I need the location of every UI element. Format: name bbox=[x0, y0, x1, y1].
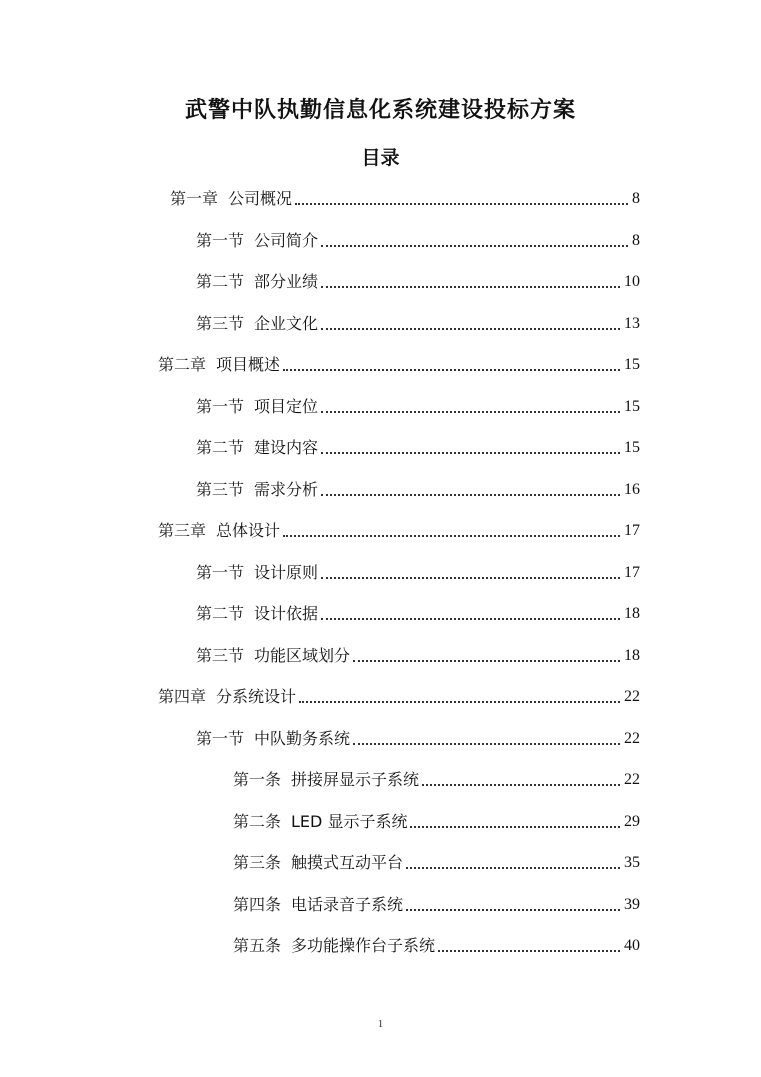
toc-entry-title: 部分业绩 bbox=[254, 272, 319, 291]
toc-entry-label: 第一条 bbox=[233, 770, 282, 789]
toc-entry-title: 设计依据 bbox=[254, 604, 319, 623]
toc-entry-section[interactable] bbox=[196, 227, 640, 253]
toc-dot-leader bbox=[321, 452, 620, 454]
toc-entry-chapter-1[interactable] bbox=[170, 185, 640, 211]
toc-entry-section[interactable] bbox=[196, 434, 640, 460]
toc-entry-article[interactable] bbox=[233, 766, 640, 792]
toc-entry-label: 第一节 bbox=[196, 563, 245, 582]
toc-entry-label: 第一节 bbox=[196, 397, 245, 416]
toc-entry-page: 18 bbox=[624, 647, 640, 664]
toc-entry-page: 35 bbox=[624, 854, 640, 871]
toc-entry-article[interactable] bbox=[233, 849, 640, 875]
toc-dot-leader bbox=[321, 245, 628, 247]
toc-dot-leader bbox=[353, 743, 620, 745]
toc-entry-section[interactable] bbox=[196, 310, 640, 336]
toc-entry-page: 22 bbox=[624, 688, 640, 705]
toc-entry-label: 第一章 bbox=[170, 189, 219, 208]
toc-dot-leader bbox=[321, 286, 620, 288]
toc-dot-leader bbox=[406, 867, 620, 869]
toc-entry-section[interactable] bbox=[196, 642, 640, 668]
toc-entry-page: 18 bbox=[624, 605, 640, 622]
toc-entry-label: 第一节 bbox=[196, 231, 245, 250]
toc-entry-section[interactable] bbox=[196, 559, 640, 585]
toc-dot-leader bbox=[321, 494, 620, 496]
toc-entry-page: 17 bbox=[624, 522, 640, 539]
toc-entry-title: 建设内容 bbox=[254, 438, 319, 457]
page-number: 1 bbox=[377, 1018, 384, 1030]
toc-entry-title: 触摸式互动平台 bbox=[291, 853, 404, 872]
toc-entry-title: 功能区域划分 bbox=[254, 646, 351, 665]
toc-entry-page: 15 bbox=[624, 398, 640, 415]
toc-entry-page: 15 bbox=[624, 356, 640, 373]
toc-entry-article[interactable] bbox=[233, 808, 640, 834]
toc-entry-page: 8 bbox=[632, 190, 640, 207]
toc-entry-label: 第二节 bbox=[196, 272, 245, 291]
toc-entry-section[interactable] bbox=[196, 725, 640, 751]
toc-entry-page: 40 bbox=[624, 937, 640, 954]
toc-dot-leader bbox=[321, 618, 620, 620]
toc-entry-article[interactable] bbox=[233, 932, 640, 958]
toc-dot-leader bbox=[410, 826, 620, 828]
toc-entry-label: 第三节 bbox=[196, 480, 245, 499]
toc-entry-title: 总体设计 bbox=[216, 521, 281, 540]
toc-entry-title: 设计原则 bbox=[254, 563, 319, 582]
toc-entry-page: 17 bbox=[624, 564, 640, 581]
toc-entry-title: 公司简介 bbox=[254, 231, 319, 250]
toc-entry-title: 多功能操作台子系统 bbox=[291, 936, 436, 955]
toc-entry-label: 第四条 bbox=[233, 895, 282, 914]
toc-entry-chapter-2[interactable] bbox=[158, 351, 640, 377]
toc-entry-label: 第二章 bbox=[158, 355, 207, 374]
toc-dot-leader bbox=[299, 701, 620, 703]
toc-entry-label: 第五条 bbox=[233, 936, 282, 955]
toc-entry-section[interactable] bbox=[196, 600, 640, 626]
toc-entry-page: 13 bbox=[624, 315, 640, 332]
toc-entry-label: 第二条 bbox=[233, 812, 282, 831]
toc-entry-title: 需求分析 bbox=[254, 480, 319, 499]
toc-entry-label: 第四章 bbox=[158, 687, 207, 706]
toc-entry-title: 拼接屏显示子系统 bbox=[291, 770, 420, 789]
toc-entry-label: 第三章 bbox=[158, 521, 207, 540]
toc-entry-chapter-4[interactable] bbox=[158, 683, 640, 709]
toc-dot-leader bbox=[406, 909, 620, 911]
toc-dot-leader bbox=[321, 577, 620, 579]
toc-dot-leader bbox=[295, 203, 628, 205]
toc-entry-label: 第三节 bbox=[196, 646, 245, 665]
toc-entry-page: 8 bbox=[632, 232, 640, 249]
toc-dot-leader bbox=[438, 950, 620, 952]
toc-entry-title: 公司概况 bbox=[228, 189, 293, 208]
toc-entry-page: 10 bbox=[624, 273, 640, 290]
toc-dot-leader bbox=[353, 660, 620, 662]
toc-entry-page: 15 bbox=[624, 439, 640, 456]
toc-entry-section[interactable] bbox=[196, 393, 640, 419]
toc-entry-label: 第二节 bbox=[196, 604, 245, 623]
toc-dot-leader bbox=[283, 369, 620, 371]
toc-entry-page: 29 bbox=[624, 813, 640, 830]
toc-entry-chapter-3[interactable] bbox=[158, 517, 640, 543]
toc-entry-page: 39 bbox=[624, 896, 640, 913]
toc-entry-section[interactable] bbox=[196, 476, 640, 502]
toc-dot-leader bbox=[321, 411, 620, 413]
toc-entry-title: 中队勤务系统 bbox=[254, 729, 351, 748]
toc-entry-page: 22 bbox=[624, 771, 640, 788]
toc-entry-title: 分系统设计 bbox=[216, 687, 297, 706]
toc-dot-leader bbox=[422, 784, 620, 786]
toc-entry-section[interactable] bbox=[196, 268, 640, 294]
toc-entry-title: LED 显示子系统 bbox=[291, 812, 408, 831]
toc-entry-article[interactable] bbox=[233, 891, 640, 917]
toc-entry-title: 电话录音子系统 bbox=[291, 895, 404, 914]
toc-entry-title: 项目定位 bbox=[254, 397, 319, 416]
toc-entry-title: 企业文化 bbox=[254, 314, 319, 333]
toc-entry-page: 16 bbox=[624, 481, 640, 498]
toc-entry-label: 第三条 bbox=[233, 853, 282, 872]
document-title: 武警中队执勤信息化系统建设投标方案 bbox=[184, 98, 576, 123]
toc-entry-label: 第二节 bbox=[196, 438, 245, 457]
toc-entry-page: 22 bbox=[624, 730, 640, 747]
toc-dot-leader bbox=[283, 535, 620, 537]
toc-entry-label: 第三节 bbox=[196, 314, 245, 333]
toc-heading: 目录 bbox=[361, 147, 400, 169]
toc-entry-title: 项目概述 bbox=[216, 355, 281, 374]
toc-dot-leader bbox=[321, 328, 620, 330]
toc-entry-label: 第一节 bbox=[196, 729, 245, 748]
